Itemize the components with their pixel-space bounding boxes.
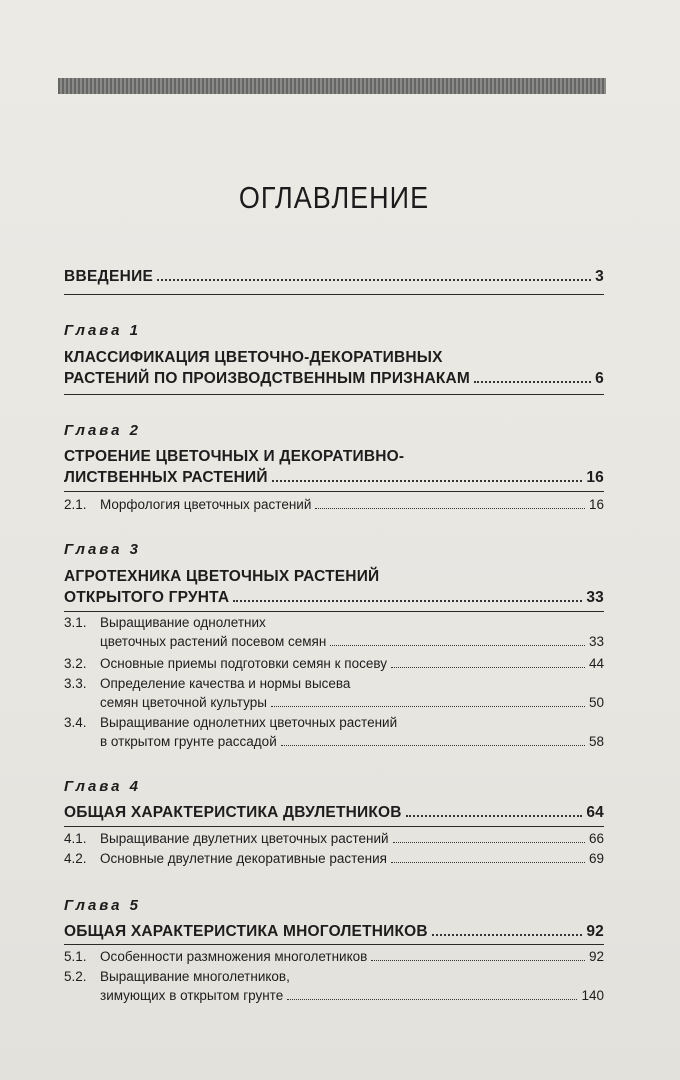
dot-leader [371, 959, 585, 961]
chapter-label: Глава 1 [64, 322, 142, 339]
section-number: 3.2. [64, 656, 87, 671]
toc-page-number: 64 [586, 804, 604, 821]
toc-entry-intro[interactable] [64, 268, 604, 286]
chapter-heading-line: ЛИСТВЕННЫХ РАСТЕНИЙ [64, 469, 268, 486]
chapter-label: Глава 3 [64, 541, 142, 558]
divider [64, 826, 604, 827]
section-title: Особенности размножения многолетников [100, 949, 368, 964]
dot-leader [272, 479, 583, 482]
toc-page-number: 92 [588, 949, 604, 964]
chapter-heading-line: СТРОЕНИЕ ЦВЕТОЧНЫХ И ДЕКОРАТИВНО- [64, 448, 405, 465]
section-title: цветочных растений посевом семян [100, 634, 327, 649]
chapter-heading[interactable] [64, 347, 604, 389]
toc-page-number: 33 [586, 589, 604, 606]
chapter-label: Глава 2 [64, 422, 142, 439]
section-number: 5.2. [64, 969, 87, 984]
section-title: Выращивание двулетних цветочных растений [100, 831, 389, 846]
toc-page-number: 50 [588, 695, 604, 710]
toc-page-number: 16 [588, 497, 604, 512]
section-title: Основные приемы подготовки семян к посеву [100, 656, 387, 671]
section-number: 3.1. [64, 615, 87, 630]
section-number: 3.3. [64, 676, 87, 691]
divider [64, 944, 604, 945]
chapter-heading[interactable] [64, 446, 604, 488]
section-title: Морфология цветочных растений [100, 497, 312, 512]
chapter-heading-line: РАСТЕНИЙ ПО ПРОИЗВОДСТВЕННЫМ ПРИЗНАКАМ [64, 370, 471, 387]
toc-page-number: 58 [588, 734, 604, 749]
section-title: Определение качества и нормы высева [100, 676, 351, 691]
toc-section-4-2[interactable] [64, 849, 604, 868]
dot-leader [271, 705, 585, 707]
toc-page-number: 16 [586, 469, 604, 486]
dot-leader [391, 666, 585, 668]
toc-page-number: 6 [595, 370, 604, 387]
section-number: 4.1. [64, 831, 87, 846]
dot-leader [391, 861, 585, 863]
dot-leader [330, 644, 585, 646]
dot-leader [287, 998, 577, 1000]
dot-leader [233, 599, 582, 602]
section-title: зимующих в открытом грунте [100, 988, 284, 1003]
chapter-heading[interactable] [64, 921, 604, 942]
chapter-heading-line: АГРОТЕХНИКА ЦВЕТОЧНЫХ РАСТЕНИЙ [64, 568, 380, 585]
toc-page-number: 66 [588, 831, 604, 846]
toc-page-number: 140 [581, 988, 604, 1003]
dot-leader [157, 278, 591, 281]
divider [64, 611, 604, 612]
dot-leader [432, 933, 583, 936]
toc-section-3-2[interactable] [64, 654, 604, 673]
section-number: 3.4. [64, 715, 87, 730]
chapter-label: Глава 5 [64, 897, 142, 914]
chapter-heading-line: КЛАССИФИКАЦИЯ ЦВЕТОЧНО-ДЕКОРАТИВНЫХ [64, 349, 443, 366]
dot-leader [315, 507, 585, 509]
section-number: 4.2. [64, 851, 87, 866]
chapter-heading[interactable] [64, 566, 604, 608]
chapter-heading[interactable] [64, 802, 604, 823]
show-through-header-bar [58, 78, 606, 94]
chapter-heading-line: ОБЩАЯ ХАРАКТЕРИСТИКА ДВУЛЕТНИКОВ [64, 804, 402, 821]
section-number: 5.1. [64, 949, 87, 964]
section-title: семян цветочной культуры [100, 695, 267, 710]
section-number: 2.1. [64, 497, 87, 512]
toc-section-3-4[interactable] [64, 713, 604, 751]
toc-title: ОГЛАВЛЕНИЕ [238, 181, 430, 215]
toc-entry-label: ВВЕДЕНИЕ [64, 268, 154, 285]
toc-page-number: 69 [588, 851, 604, 866]
dot-leader [474, 380, 591, 383]
toc-section-5-1[interactable] [64, 947, 604, 966]
toc-section-5-2[interactable] [64, 967, 604, 1005]
section-title: Выращивание многолетников, [100, 969, 290, 984]
dot-leader [281, 744, 585, 746]
dot-leader [393, 841, 585, 843]
section-title: в открытом грунте рассадой [100, 734, 277, 749]
chapter-heading-line: ОБЩАЯ ХАРАКТЕРИСТИКА МНОГОЛЕТНИКОВ [64, 923, 428, 940]
toc-page-number: 44 [588, 656, 604, 671]
toc-section-2-1[interactable] [64, 495, 604, 514]
divider [64, 394, 604, 395]
divider [64, 491, 604, 492]
dot-leader [406, 814, 583, 817]
section-title: Выращивание однолетних [100, 615, 266, 630]
section-title: Основные двулетние декоративные растения [100, 851, 387, 866]
chapter-heading-line: ОТКРЫТОГО ГРУНТА [64, 589, 230, 606]
toc-page-number: 33 [588, 634, 604, 649]
toc-section-3-3[interactable] [64, 674, 604, 712]
toc-section-4-1[interactable] [64, 829, 604, 848]
toc-page-number: 92 [586, 923, 604, 940]
chapter-label: Глава 4 [64, 778, 142, 795]
toc-page-number: 3 [595, 268, 604, 285]
divider [64, 294, 604, 295]
section-title: Выращивание однолетних цветочных растений [100, 715, 398, 730]
toc-section-3-1[interactable] [64, 613, 604, 651]
